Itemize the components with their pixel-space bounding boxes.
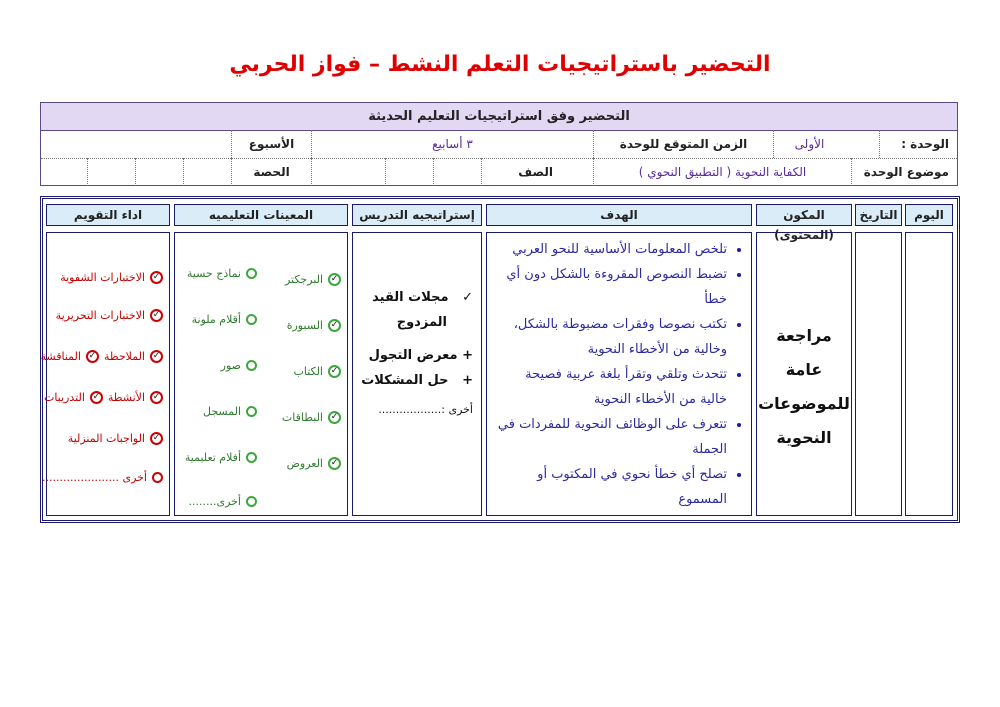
empty-circle-icon (246, 496, 257, 507)
lesson-table (40, 196, 960, 523)
aid-item-other: أخرى........ (188, 495, 257, 508)
assessment-column (40, 232, 170, 516)
topic-value: الكفاية النحوية ( التطبيق النحوي ) (593, 158, 851, 186)
checked-circle-icon: ✓ (328, 273, 341, 286)
unit-value: الأولى (773, 130, 845, 158)
content-line-3: النحوية (776, 428, 832, 447)
goal-list (495, 237, 741, 512)
checked-circle-icon: ✓ (328, 457, 341, 470)
empty-circle-icon (246, 268, 257, 279)
aid-item-presentations: ✓ العروض (287, 457, 341, 470)
check-icon: ✓ (462, 290, 473, 305)
plus-icon: + (462, 373, 473, 388)
class-slot-1 (433, 158, 481, 186)
empty-circle-icon (246, 452, 257, 463)
checked-circle-icon: ✓ (86, 350, 99, 363)
header-goal: الهدف (486, 204, 752, 226)
time-value: ٣ أسابيع (311, 130, 593, 158)
aid-item-recorder: المسجل (203, 405, 257, 418)
period-label: الحصة (231, 158, 311, 186)
time-label: الزمن المتوقع للوحدة (593, 130, 773, 158)
page-title: التحضير باستراتيجيات التعلم النشط – فواز الحربي (229, 52, 771, 77)
checked-circle-icon: ✓ (328, 319, 341, 332)
goal-column (486, 232, 752, 516)
aid-item-pens: أقلام ملونة (192, 313, 257, 326)
aid-item-films: أفلام تعليمية (185, 451, 257, 464)
goal-item: • تكتب نصوصا وفقرات مضبوطة بالشكل، وخالية من الأخطاء النحوية (495, 312, 727, 362)
period-slot-1 (183, 158, 231, 186)
goal-item: • تتحدث وتلقي وتقرأ بلغة عربية فصيحة خالية من الأخطاء النحوية (495, 362, 727, 412)
day-column (905, 232, 953, 516)
goal-item: • تتعرف على الوظائف النحوية للمفردات في الجملة (495, 412, 727, 462)
topic-label: موضوع الوحدة (851, 158, 957, 186)
empty-circle-icon (246, 406, 257, 417)
content-column (756, 232, 852, 516)
strategy-item-3: + حل المشكلات (361, 373, 473, 388)
header-assessment: اداء التقويم (46, 204, 170, 226)
header-strategy: إستراتيجيه التدريس (352, 204, 482, 226)
aid-item-models: نماذج حسية (187, 267, 257, 280)
plus-icon: + (462, 348, 473, 363)
header-row-2 (41, 158, 957, 186)
checked-circle-icon: ✓ (150, 350, 163, 363)
checked-circle-icon: ✓ (150, 309, 163, 322)
unit-value-spacer (845, 130, 879, 158)
assess-homework: ✓ الواجبات المنزلية (68, 432, 163, 445)
strategy-column (352, 232, 482, 516)
class-slot-2 (385, 158, 433, 186)
week-label: الأسبوع (231, 130, 311, 158)
content-line-2: للموضوعات (758, 394, 850, 413)
period-slot-3 (87, 158, 135, 186)
aid-item-images: صور (221, 359, 257, 372)
aid-item-projector: ✓ البرجكتر (285, 273, 341, 286)
checked-circle-icon: ✓ (328, 411, 341, 424)
date-column (855, 232, 902, 516)
header-day: اليوم (905, 204, 953, 226)
period-slot-2 (135, 158, 183, 186)
period-slot-4 (39, 158, 87, 186)
checked-circle-icon: ✓ (150, 391, 163, 404)
class-label: الصف (481, 158, 593, 186)
empty-circle-icon (152, 472, 163, 483)
goal-item: • تلخص المعلومات الأساسية للنحو العربي (495, 237, 727, 262)
checked-circle-icon: ✓ (150, 432, 163, 445)
week-value (39, 130, 231, 158)
goal-item: • تصلح أي خطأ نحوي في المكتوب أو المسموع (495, 462, 727, 512)
checked-circle-icon: ✓ (328, 365, 341, 378)
assess-written: ✓ الاختبارات التحريرية (56, 309, 163, 322)
header-date: التاريخ (855, 204, 902, 226)
aid-item-board: ✓ السبورة (287, 319, 341, 332)
assess-observation: ✓ الملاحظة ✓ المناقشة (41, 350, 163, 363)
checked-circle-icon: ✓ (150, 271, 163, 284)
empty-circle-icon (246, 314, 257, 325)
class-slot-3 (311, 158, 385, 186)
aids-column (174, 232, 348, 516)
assess-activities: ✓ الأنشطة ✓ التدريبات (44, 391, 163, 404)
goal-item: • تضبط النصوص المقروءة بالشكل دون أي خطأ (495, 262, 727, 312)
header-row-1 (41, 130, 957, 159)
assess-other: أخرى ...................... (42, 471, 163, 484)
unit-label: الوحدة : (879, 130, 957, 158)
assess-oral: ✓ الاختبارات الشفوية (60, 271, 163, 284)
empty-circle-icon (246, 360, 257, 371)
aid-item-book: ✓ الكتاب (293, 365, 341, 378)
header-content: المكون (المحتوى) (756, 204, 852, 226)
header-band: التحضير وفق استراتيجيات التعليم الحديثة (41, 103, 957, 131)
strategy-other: أخرى :.................. (378, 403, 473, 416)
aid-item-cards: ✓ البطاقات (282, 411, 341, 424)
checked-circle-icon: ✓ (90, 391, 103, 404)
header-aids: المعينات التعليميه (174, 204, 348, 226)
strategy-item-2: + معرض التجول (368, 348, 473, 363)
header-block (40, 102, 958, 186)
strategy-item-1b: المزدوج (396, 315, 447, 330)
content-line-1: مراجعة عامة (776, 326, 832, 379)
strategy-item-1: ✓ مجلات القيد (372, 290, 473, 305)
